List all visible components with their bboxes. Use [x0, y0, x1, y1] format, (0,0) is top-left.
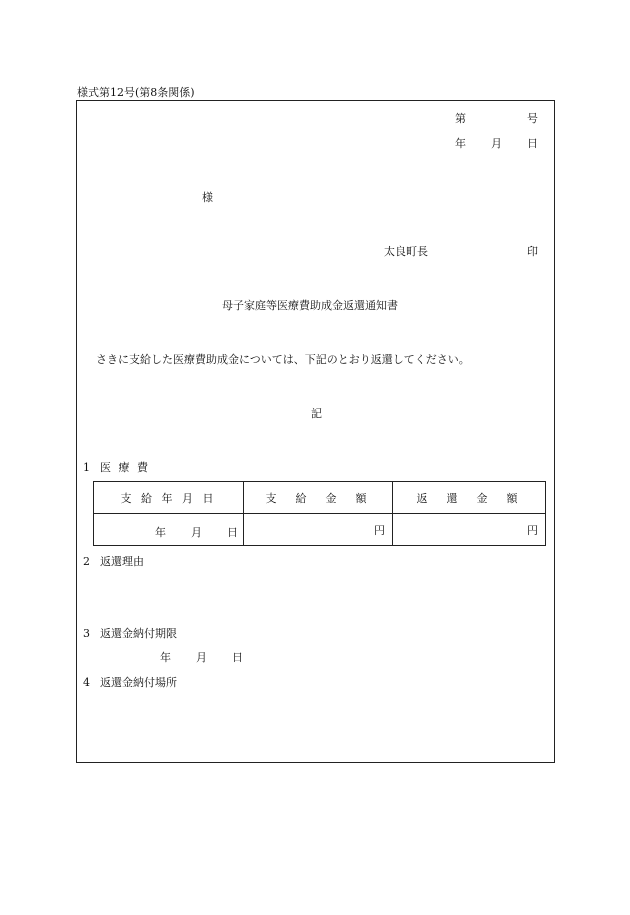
deadline-nen: 年 — [160, 651, 171, 664]
header-refund-amount: 返 還 金 額 — [393, 482, 546, 514]
section4-label: 返還金納付場所 — [100, 676, 177, 689]
issuer-title: 太良町長 — [384, 245, 428, 258]
medical-fee-table — [93, 481, 546, 546]
addressee-suffix: 様 — [202, 191, 213, 204]
header-dai: 第 — [455, 112, 466, 125]
section2-number: 2 — [83, 555, 90, 568]
cell-refund-amount: 円 — [393, 514, 546, 546]
header-payment-amount: 支 給 金 額 — [244, 482, 393, 514]
section3-label: 返還金納付期限 — [100, 627, 177, 640]
header-tsuki: 月 — [491, 137, 502, 150]
section3-number: 3 — [83, 627, 90, 640]
form-caption: 様式第12号(第8条関係) — [77, 86, 195, 99]
deadline-tsuki: 月 — [196, 651, 207, 664]
cell-hi: 日 — [227, 526, 238, 539]
section1-number: 1 — [83, 461, 90, 474]
cell-payment-amount: 円 — [244, 514, 393, 546]
ki-label: 記 — [311, 407, 322, 420]
table-header-row — [94, 482, 546, 514]
header-payment-date: 支 給 年 月 日 — [94, 482, 244, 514]
section4-number: 4 — [83, 676, 90, 689]
document-title: 母子家庭等医療費助成金返還通知書 — [222, 299, 398, 312]
deadline-hi: 日 — [232, 651, 243, 664]
header-go: 号 — [527, 112, 538, 125]
section2-label: 返還理由 — [100, 555, 144, 568]
issuer-seal: 印 — [527, 245, 538, 258]
document-frame — [76, 100, 555, 763]
cell-nen: 年 — [155, 526, 166, 539]
table-row — [94, 514, 546, 546]
header-nen: 年 — [455, 137, 466, 150]
cell-tsuki: 月 — [191, 526, 202, 539]
header-hi: 日 — [527, 137, 538, 150]
section1-label: 医 療 費 — [100, 461, 150, 474]
cell-payment-date — [94, 514, 244, 546]
body-text: さきに支給した医療費助成金については、下記のとおり返還してください。 — [96, 353, 470, 366]
